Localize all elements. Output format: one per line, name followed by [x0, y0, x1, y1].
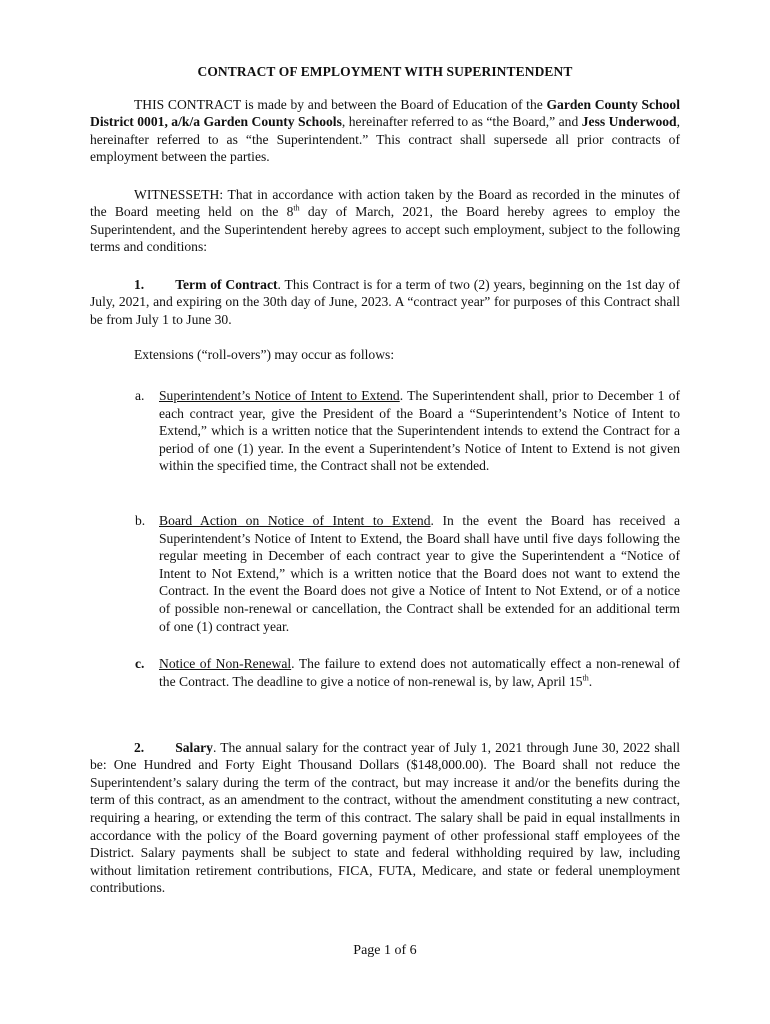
- intro-text-1: THIS CONTRACT is made by and between the Board of Education of the: [134, 96, 547, 112]
- item-c: [135, 655, 680, 690]
- section-1-paragraph: [90, 276, 680, 329]
- document-title: CONTRACT OF EMPLOYMENT WITH SUPERINTENDENT: [197, 64, 573, 79]
- superintendent-name: Jess Underwood: [581, 114, 677, 130]
- item-b-heading: Board Action on Notice of Intent to Extend: [159, 513, 431, 528]
- item-b-text: . In the event the Board has received a Superintendent’s Notice of Intent to Extend, the Board shall have until five days following the regular meeting in December of each contract year to give the Superintendent a “Notice of Intent to Not Extend,” which is a written notice that the Board does not want to extend the Contract. In the event the Board does not give a Notice of Intent to Not Extend, or of a notice of possible non-renewal or cancellation, the Contract shall be extended for an additional term of one (1) contract year.: [159, 513, 680, 634]
- section-1-number: 1.: [134, 276, 145, 292]
- item-c-heading: Notice of Non-Renewal: [159, 656, 292, 671]
- item-a-text: . The Superintendent shall, prior to December 1 of each contract year, give the President of the Board a “Superintendent’s Notice of Intent to Extend,” which is a written notice that the Superintendent intends to extend the Contract for a period of one (1) year. In the event a Superintendent’s Notice of Intent to Extend is not given within the specified time, the Contract shall not be extended.: [159, 388, 680, 474]
- page-number: Page 1 of 6: [353, 943, 417, 958]
- extensions-intro: Extensions (“roll-overs”) may occur as follows:: [134, 346, 395, 362]
- section-1-text: . This Contract is for a term of two (2) years, beginning on the 1st day of July, 2021, and expiring on the 30th day of June, 2023. A “contract year” for purposes of this Contract shall be from July 1 to June 30.: [90, 276, 680, 327]
- witness-paragraph: [90, 186, 680, 256]
- section-2-paragraph: [90, 739, 680, 897]
- section-2-text: . The annual salary for the contract year of July 1, 2021 through June 30, 2022 shall be: One Hundred and Forty Eight Thousand Dollars ($148,000.00). The Board shall not reduce the Superintendent’s salary during the term of the contract, but may increase it and/or the benefits during the term of this contract, as an amendment to the contract, without the amendment constituting a new contract, requiring a hearing, or extending the term of this contract. The salary shall be paid in equal installments in accordance with the policy of the Board governing payment of other professional staff employees of the District. Salary payments shall be subject to state and federal withholding required by law, including without limitation retirement contributions, FICA, FUTA, Medicare, and state or federal unemployment contributions.: [90, 739, 680, 896]
- section-2-heading: Salary: [175, 739, 213, 755]
- item-a: [135, 387, 680, 475]
- witness-superscript: th: [293, 203, 300, 213]
- item-a-heading: Superintendent’s Notice of Intent to Extend: [159, 388, 400, 403]
- item-c-label: c.: [135, 656, 145, 671]
- witness-text-2: day of March, 2021, the Board hereby agrees to employ the Superintendent, and the Superintendent hereby agrees to accept such employment, subject to the following terms and conditions:: [90, 204, 680, 255]
- item-c-text: . The failure to extend does not automatically effect a non-renewal of the Contract. The deadline to give a notice of non-renewal is, by law, April 15: [159, 656, 680, 689]
- item-b: [135, 512, 680, 635]
- district-name: Garden County School District 0001, a/k/a Garden County Schools: [90, 96, 680, 130]
- witness-text-1: WITNESSETH: That in accordance with action taken by the Board as recorded in the minutes of the Board meeting held on the 8: [90, 186, 680, 220]
- item-c-end: .: [588, 673, 593, 689]
- item-c-superscript: th: [582, 673, 589, 683]
- item-a-label: a.: [135, 388, 145, 403]
- section-1-heading: Term of Contract: [175, 276, 278, 292]
- intro-paragraph: [90, 96, 680, 166]
- section-2-number: 2.: [134, 739, 145, 755]
- item-b-label: b.: [135, 513, 146, 528]
- intro-text-3: , hereinafter referred to as “the Superintendent.” This contract shall supersede all prior contracts of employment between the parties.: [90, 114, 680, 165]
- intro-text-2: , hereinafter referred to as “the Board,” and: [341, 114, 582, 130]
